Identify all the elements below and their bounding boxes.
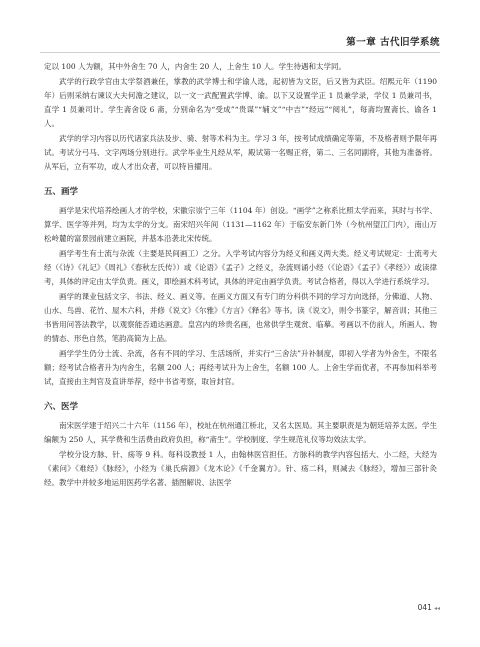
body-paragraph: 武学的行政学官由太学祭酒兼任，掌教的武学博士和学谕人选，起初皆为文臣，后又皆为武臣。绍熙元年（1190 年）后则采纳右谏议大夫何澹之建议，以一文一武配置武学博、谕。以下又设置学正 1 员兼学录，学仪 1 员兼司书，直学 1 员兼司计。学生斋舍设 6 斋，分别命名为“受成”“贵谋”“辅文”“中吉”“经远”“阅礼”，每斋均置斋长、谕各 1 人。: [44, 77, 437, 128]
page-number-value: 041: [417, 603, 432, 612]
body-paragraph: 南宋医学建于绍兴二十六年（1156 年），校址在杭州通江桥北，又名太医局。其主要职责是为朝廷培养太医。学生编额为 250 人，其学费和生活费由政府负担，称“斋生”。学校制度、学生规范礼仪等均效法太学。: [44, 421, 437, 444]
body-paragraph: 画学考生有士流与杂流（主要是民间画工）之分。入学考试内容分为经义和画义两大类。经义考试规定：士流考大经（《诗》《礼记》《周礼》《春秋左氏传》）或《论语》《孟子》之经义，杂流则诵小经（《论语》《孟子》《孝经》）或读律考，具体的评定由太学负责。画义，即绘画术科考试，具体的评定由画学负责。考试合格者，得以入学进行系统学习。: [44, 249, 437, 286]
body-paragraph: 画学学生仍分士流、杂流，各有不同的学习、生活场所，并实行“三舍法”升补制度，即初入学者为外舍生，不限名额；经考试合格者升为内舍生，名额 200 人；再经考试升为上舍生，名额 100 人。上舍生学而优者，不再参加科举考试，直接由主判官及直讲举荐，经中书省考察，取旨封官。: [44, 349, 437, 386]
page-body: [44, 60, 437, 491]
section-heading: 六、医学: [44, 402, 79, 412]
body-paragraph: 武学的学习内容以历代诸家兵法及步、骑、射等术科为主。学习 3 年，按考试成绩确定等第，不及格者则予限年再试。考试分弓马、文字两场分别进行。武学毕业生凡经从军，殿试第一名赐正将，第二、三名同副将，其他为准备将。从军后，立有军功，或人才出众者，可以特旨擢用。: [44, 134, 437, 171]
page-marker-icon: ◂◂: [433, 605, 440, 612]
body-paragraph: 画学是宋代培养绘画人才的学校，宋徽宗崇宁三年（1104 年）创设。“画学”之称系比照太学而来，其时与书学、算学、医学等并列，均为太学的分支。南宋绍兴年间（1131—1162 年）于临安东新门外（今杭州望江门内），南山万松岭麓的富景园前建立画院，并基本沿袭北宋传统。: [44, 206, 437, 243]
body-paragraph: 定以 100 人为额，其中外舍生 70 人，内舍生 20 人，上舍生 10 人。学生待遇和太学同。: [44, 62, 347, 71]
body-paragraph: 学校分设方脉、针、疡等 9 科。每科设教授 1 人，由翰林医官担任。方脉科的教学内容包括大、小二经，大经为《素问》《难经》《脉经》，小经为《巢氏病源》《龙木论》《千金翼方》。针、疡二科，则减去《脉经》，增加三部针灸经。教学中并较多地运用医药学名著、插图解说、法医学: [44, 450, 437, 487]
running-head: 第一章 古代旧学系统: [346, 37, 440, 48]
section-heading: 五、画学: [44, 187, 79, 197]
page-number: [418, 603, 440, 612]
body-paragraph: 画学的课业包括文字、书法、经义、画义等。在画义方面又有专门的分科供不同的学习方向选择，分佛道、人物、山水、鸟兽、花竹、屋木六科，并修《说文》《尔雅》《方言》《释名》等书。读《说文》，则令书篆字，解音训；其他三书皆用问答法教学，以观察能否通达画意。皇宫内的珍贵名画，也常供学生观赏、临摹。考画以不仿前人，所画人、物的情态、形色自然，笔韵高简为上品。: [44, 292, 437, 343]
header-divider: [40, 52, 440, 53]
